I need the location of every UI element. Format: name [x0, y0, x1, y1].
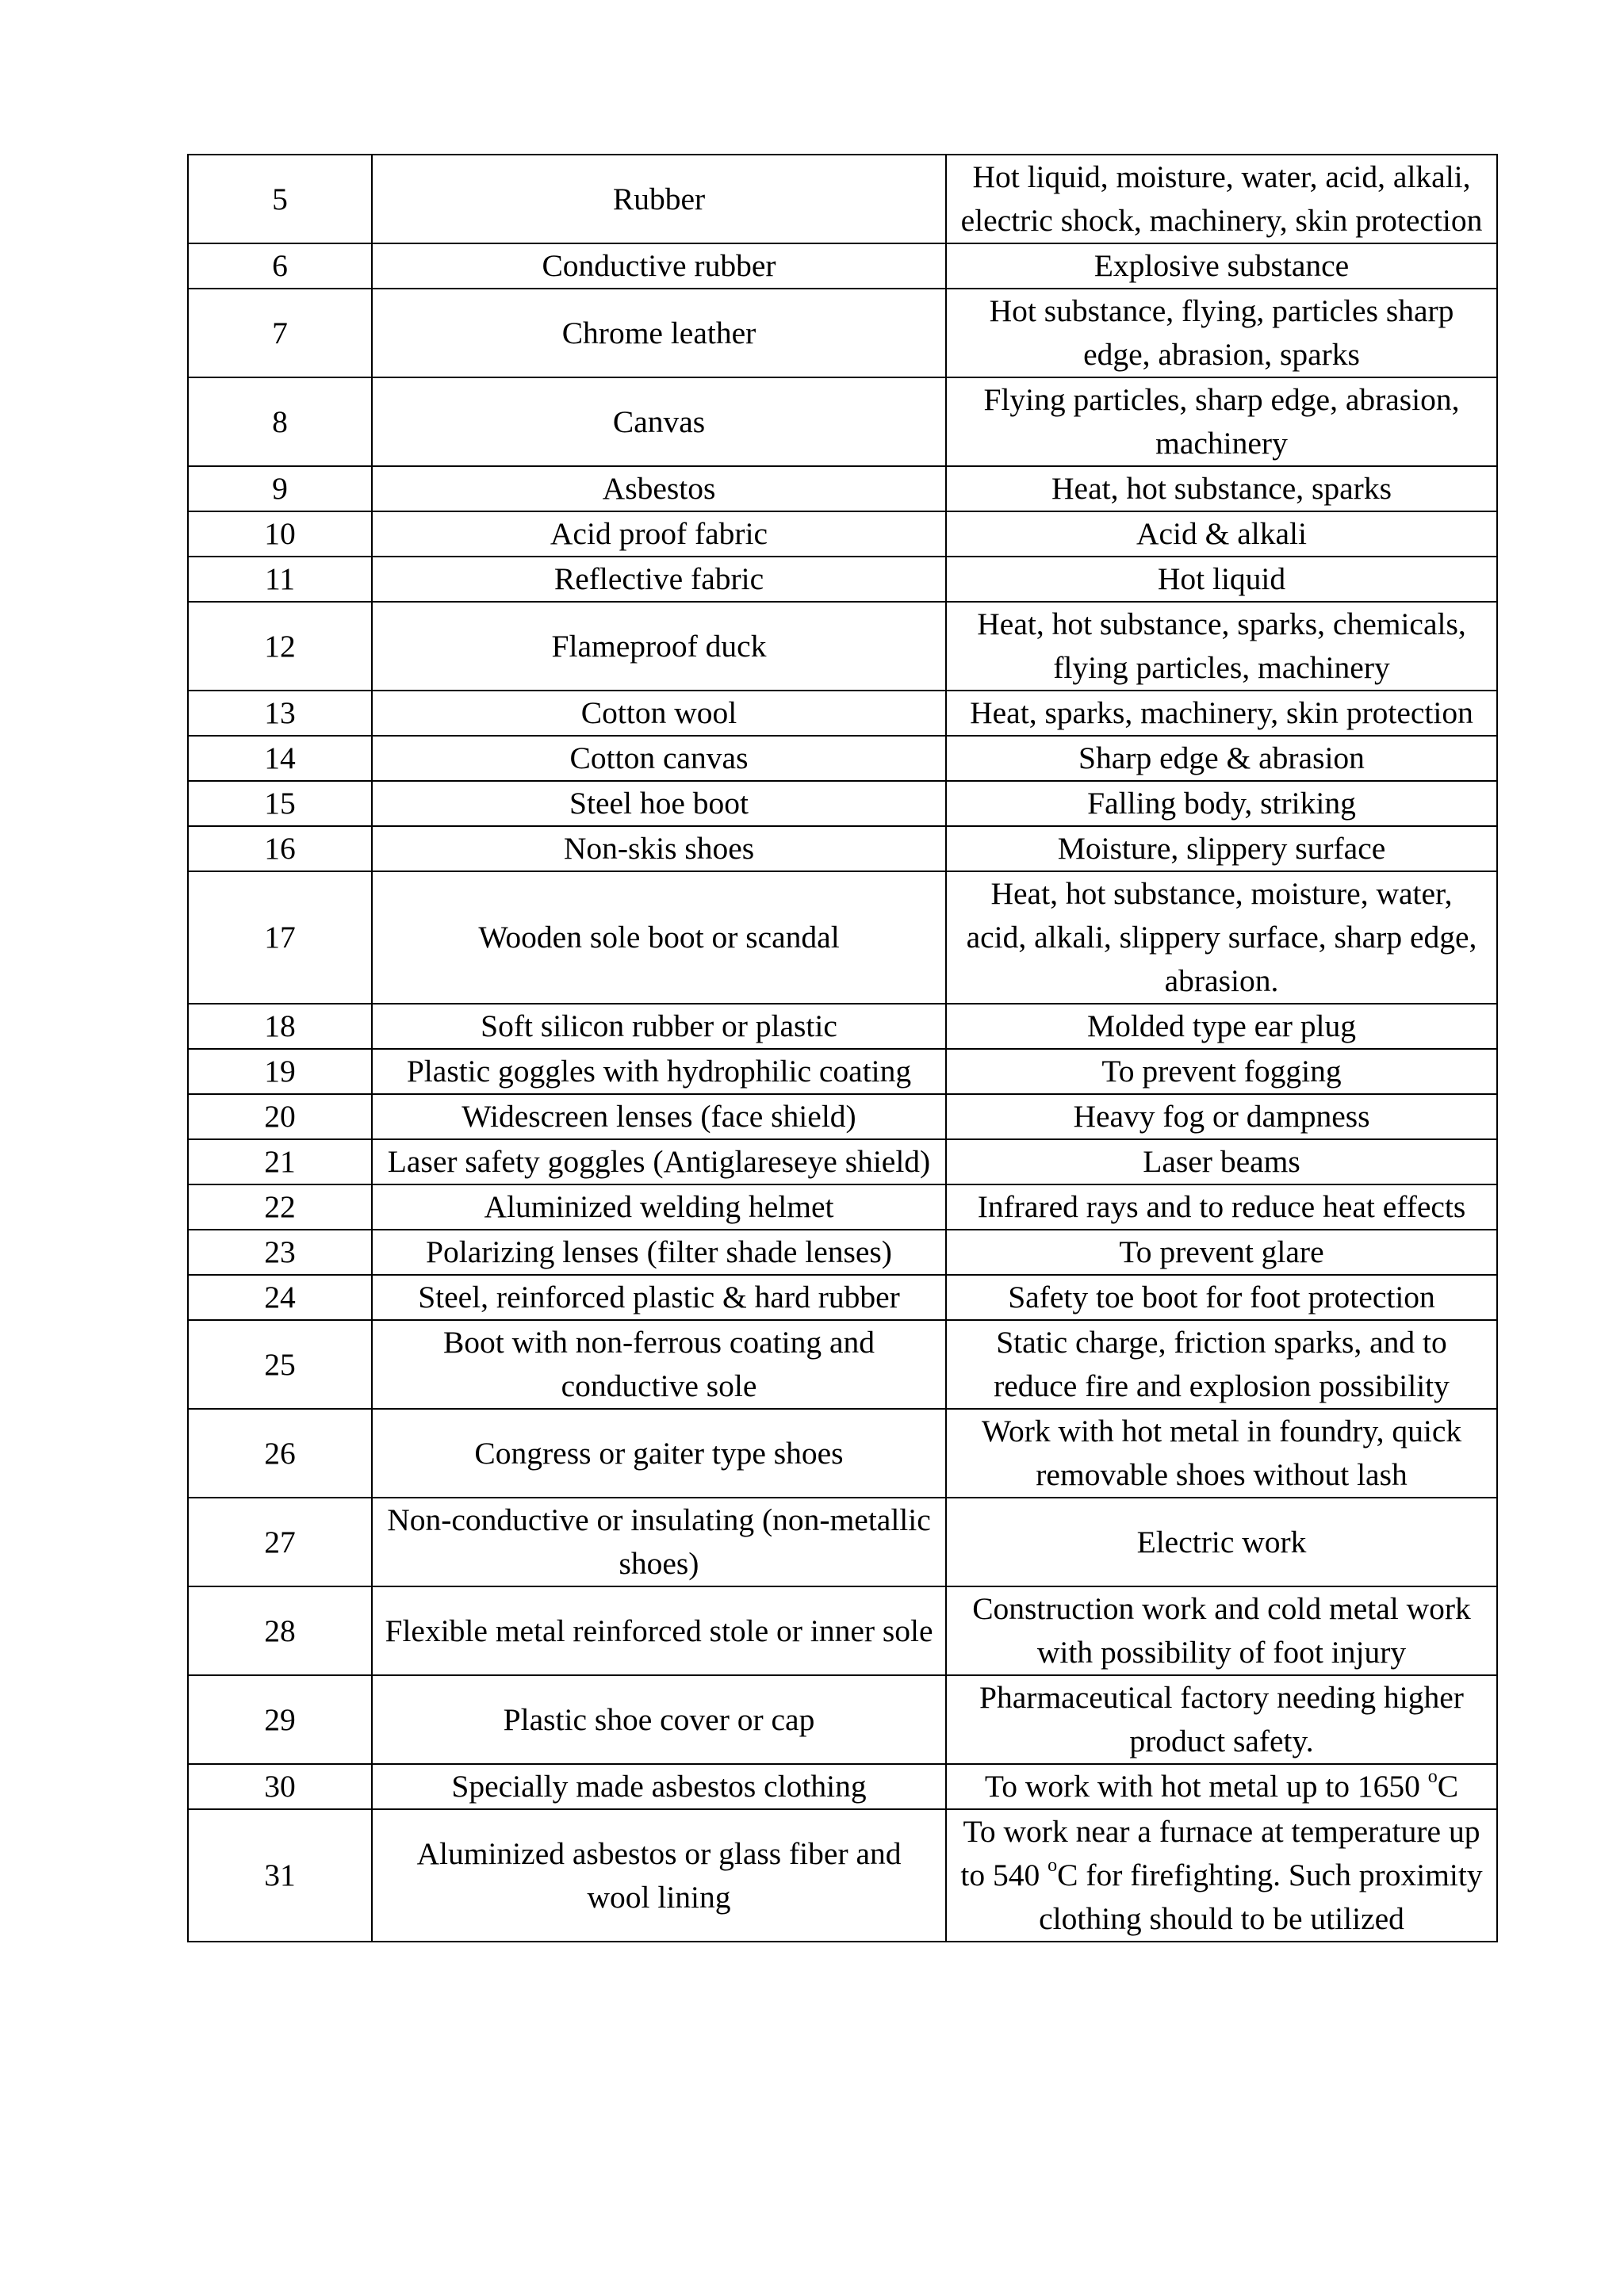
table-row [188, 871, 1497, 1004]
protection-cell: Molded type ear plug [946, 1004, 1497, 1049]
material-cell: Non-conductive or insulating (non-metallic shoes) [372, 1498, 946, 1586]
material-cell: Chrome leather [372, 289, 946, 377]
material-cell: Aluminized welding helmet [372, 1184, 946, 1230]
row-number: 21 [188, 1139, 372, 1184]
protection-cell: Heavy fog or dampness [946, 1094, 1497, 1139]
protection-cell: Falling body, striking [946, 781, 1497, 826]
row-number: 18 [188, 1004, 372, 1049]
table-row [188, 155, 1497, 243]
protection-cell: To prevent fogging [946, 1049, 1497, 1094]
protection-cell [946, 1809, 1497, 1942]
protection-text: To work with hot metal up to 1650 [984, 1769, 1428, 1804]
protection-cell: Flying particles, sharp edge, abrasion, machinery [946, 377, 1497, 466]
row-number: 13 [188, 691, 372, 736]
material-cell: Widescreen lenses (face shield) [372, 1094, 946, 1139]
material-cell: Congress or gaiter type shoes [372, 1409, 946, 1498]
protection-text-rest: C for firefighting. Such proximity clothing should to be utilized [1039, 1858, 1483, 1936]
table-row [188, 243, 1497, 289]
table-row [188, 781, 1497, 826]
row-number: 25 [188, 1320, 372, 1409]
row-number: 29 [188, 1675, 372, 1764]
table-row [188, 1320, 1497, 1409]
material-cell: Reflective fabric [372, 557, 946, 602]
protection-cell: Heat, sparks, machinery, skin protection [946, 691, 1497, 736]
row-number: 26 [188, 1409, 372, 1498]
degree-superscript: o [1048, 1854, 1058, 1876]
material-cell: Canvas [372, 377, 946, 466]
row-number: 28 [188, 1586, 372, 1675]
row-number: 22 [188, 1184, 372, 1230]
material-cell: Laser safety goggles (Antiglareseye shield) [372, 1139, 946, 1184]
table-row [188, 557, 1497, 602]
protection-cell: Laser beams [946, 1139, 1497, 1184]
material-cell: Aluminized asbestos or glass fiber and wool lining [372, 1809, 946, 1942]
protection-cell: Hot substance, flying, particles sharp edge, abrasion, sparks [946, 289, 1497, 377]
protection-cell: Moisture, slippery surface [946, 826, 1497, 871]
protection-text: To work near a furnace at temperature up to 540 [960, 1814, 1480, 1892]
table-row [188, 691, 1497, 736]
table-row [188, 1498, 1497, 1586]
protection-cell: Heat, hot substance, sparks, chemicals, flying particles, machinery [946, 602, 1497, 691]
row-number: 10 [188, 511, 372, 557]
table-row [188, 1004, 1497, 1049]
protection-cell: To prevent glare [946, 1230, 1497, 1275]
table-row [188, 289, 1497, 377]
protection-cell: Hot liquid [946, 557, 1497, 602]
material-cell: Polarizing lenses (filter shade lenses) [372, 1230, 946, 1275]
table-row [188, 826, 1497, 871]
row-number: 15 [188, 781, 372, 826]
protection-cell: Static charge, friction sparks, and to reduce fire and explosion possibility [946, 1320, 1497, 1409]
protection-cell: Work with hot metal in foundry, quick removable shoes without lash [946, 1409, 1497, 1498]
row-number: 23 [188, 1230, 372, 1275]
material-cell: Flexible metal reinforced stole or inner sole [372, 1586, 946, 1675]
protection-cell: Pharmaceutical factory needing higher product safety. [946, 1675, 1497, 1764]
material-cell: Specially made asbestos clothing [372, 1764, 946, 1809]
table-row [188, 1409, 1497, 1498]
material-cell: Conductive rubber [372, 243, 946, 289]
row-number: 20 [188, 1094, 372, 1139]
row-number: 17 [188, 871, 372, 1004]
protection-cell: Explosive substance [946, 243, 1497, 289]
table-row [188, 466, 1497, 511]
table-row [188, 1675, 1497, 1764]
table-row [188, 736, 1497, 781]
material-cell: Non-skis shoes [372, 826, 946, 871]
material-cell: Acid proof fabric [372, 511, 946, 557]
material-cell: Flameproof duck [372, 602, 946, 691]
row-number: 5 [188, 155, 372, 243]
protection-cell: Construction work and cold metal work with possibility of foot injury [946, 1586, 1497, 1675]
protection-cell: Safety toe boot for foot protection [946, 1275, 1497, 1320]
protection-cell [946, 1764, 1497, 1809]
protection-cell: Electric work [946, 1498, 1497, 1586]
table-row [188, 602, 1497, 691]
table-row [188, 1094, 1497, 1139]
degree-superscript: o [1427, 1766, 1438, 1787]
row-number: 27 [188, 1498, 372, 1586]
material-cell: Asbestos [372, 466, 946, 511]
row-number: 31 [188, 1809, 372, 1942]
row-number: 16 [188, 826, 372, 871]
protection-cell: Heat, hot substance, moisture, water, acid, alkali, slippery surface, sharp edge, abrasion. [946, 871, 1497, 1004]
protection-text-unit: C [1437, 1769, 1459, 1804]
material-cell: Cotton wool [372, 691, 946, 736]
row-number: 12 [188, 602, 372, 691]
material-cell: Plastic goggles with hydrophilic coating [372, 1049, 946, 1094]
row-number: 8 [188, 377, 372, 466]
material-cell: Wooden sole boot or scandal [372, 871, 946, 1004]
material-cell: Rubber [372, 155, 946, 243]
row-number: 30 [188, 1764, 372, 1809]
table-row [188, 1230, 1497, 1275]
table-row [188, 377, 1497, 466]
protection-cell: Hot liquid, moisture, water, acid, alkali, electric shock, machinery, skin protection [946, 155, 1497, 243]
protection-cell: Sharp edge & abrasion [946, 736, 1497, 781]
table-row [188, 1139, 1497, 1184]
table-row [188, 1275, 1497, 1320]
table-row [188, 1184, 1497, 1230]
row-number: 24 [188, 1275, 372, 1320]
row-number: 14 [188, 736, 372, 781]
table-row [188, 1809, 1497, 1942]
row-number: 11 [188, 557, 372, 602]
protection-cell: Heat, hot substance, sparks [946, 466, 1497, 511]
protection-cell: Acid & alkali [946, 511, 1497, 557]
row-number: 9 [188, 466, 372, 511]
material-cell: Boot with non-ferrous coating and conductive sole [372, 1320, 946, 1409]
material-cell: Steel hoe boot [372, 781, 946, 826]
row-number: 7 [188, 289, 372, 377]
material-cell: Steel, reinforced plastic & hard rubber [372, 1275, 946, 1320]
table-row [188, 1049, 1497, 1094]
table-row [188, 1586, 1497, 1675]
table-row [188, 1764, 1497, 1809]
ppe-material-table [187, 154, 1498, 1942]
material-cell: Plastic shoe cover or cap [372, 1675, 946, 1764]
row-number: 19 [188, 1049, 372, 1094]
row-number: 6 [188, 243, 372, 289]
table-row [188, 511, 1497, 557]
material-cell: Soft silicon rubber or plastic [372, 1004, 946, 1049]
material-cell: Cotton canvas [372, 736, 946, 781]
table-body [188, 155, 1497, 1942]
protection-cell: Infrared rays and to reduce heat effects [946, 1184, 1497, 1230]
